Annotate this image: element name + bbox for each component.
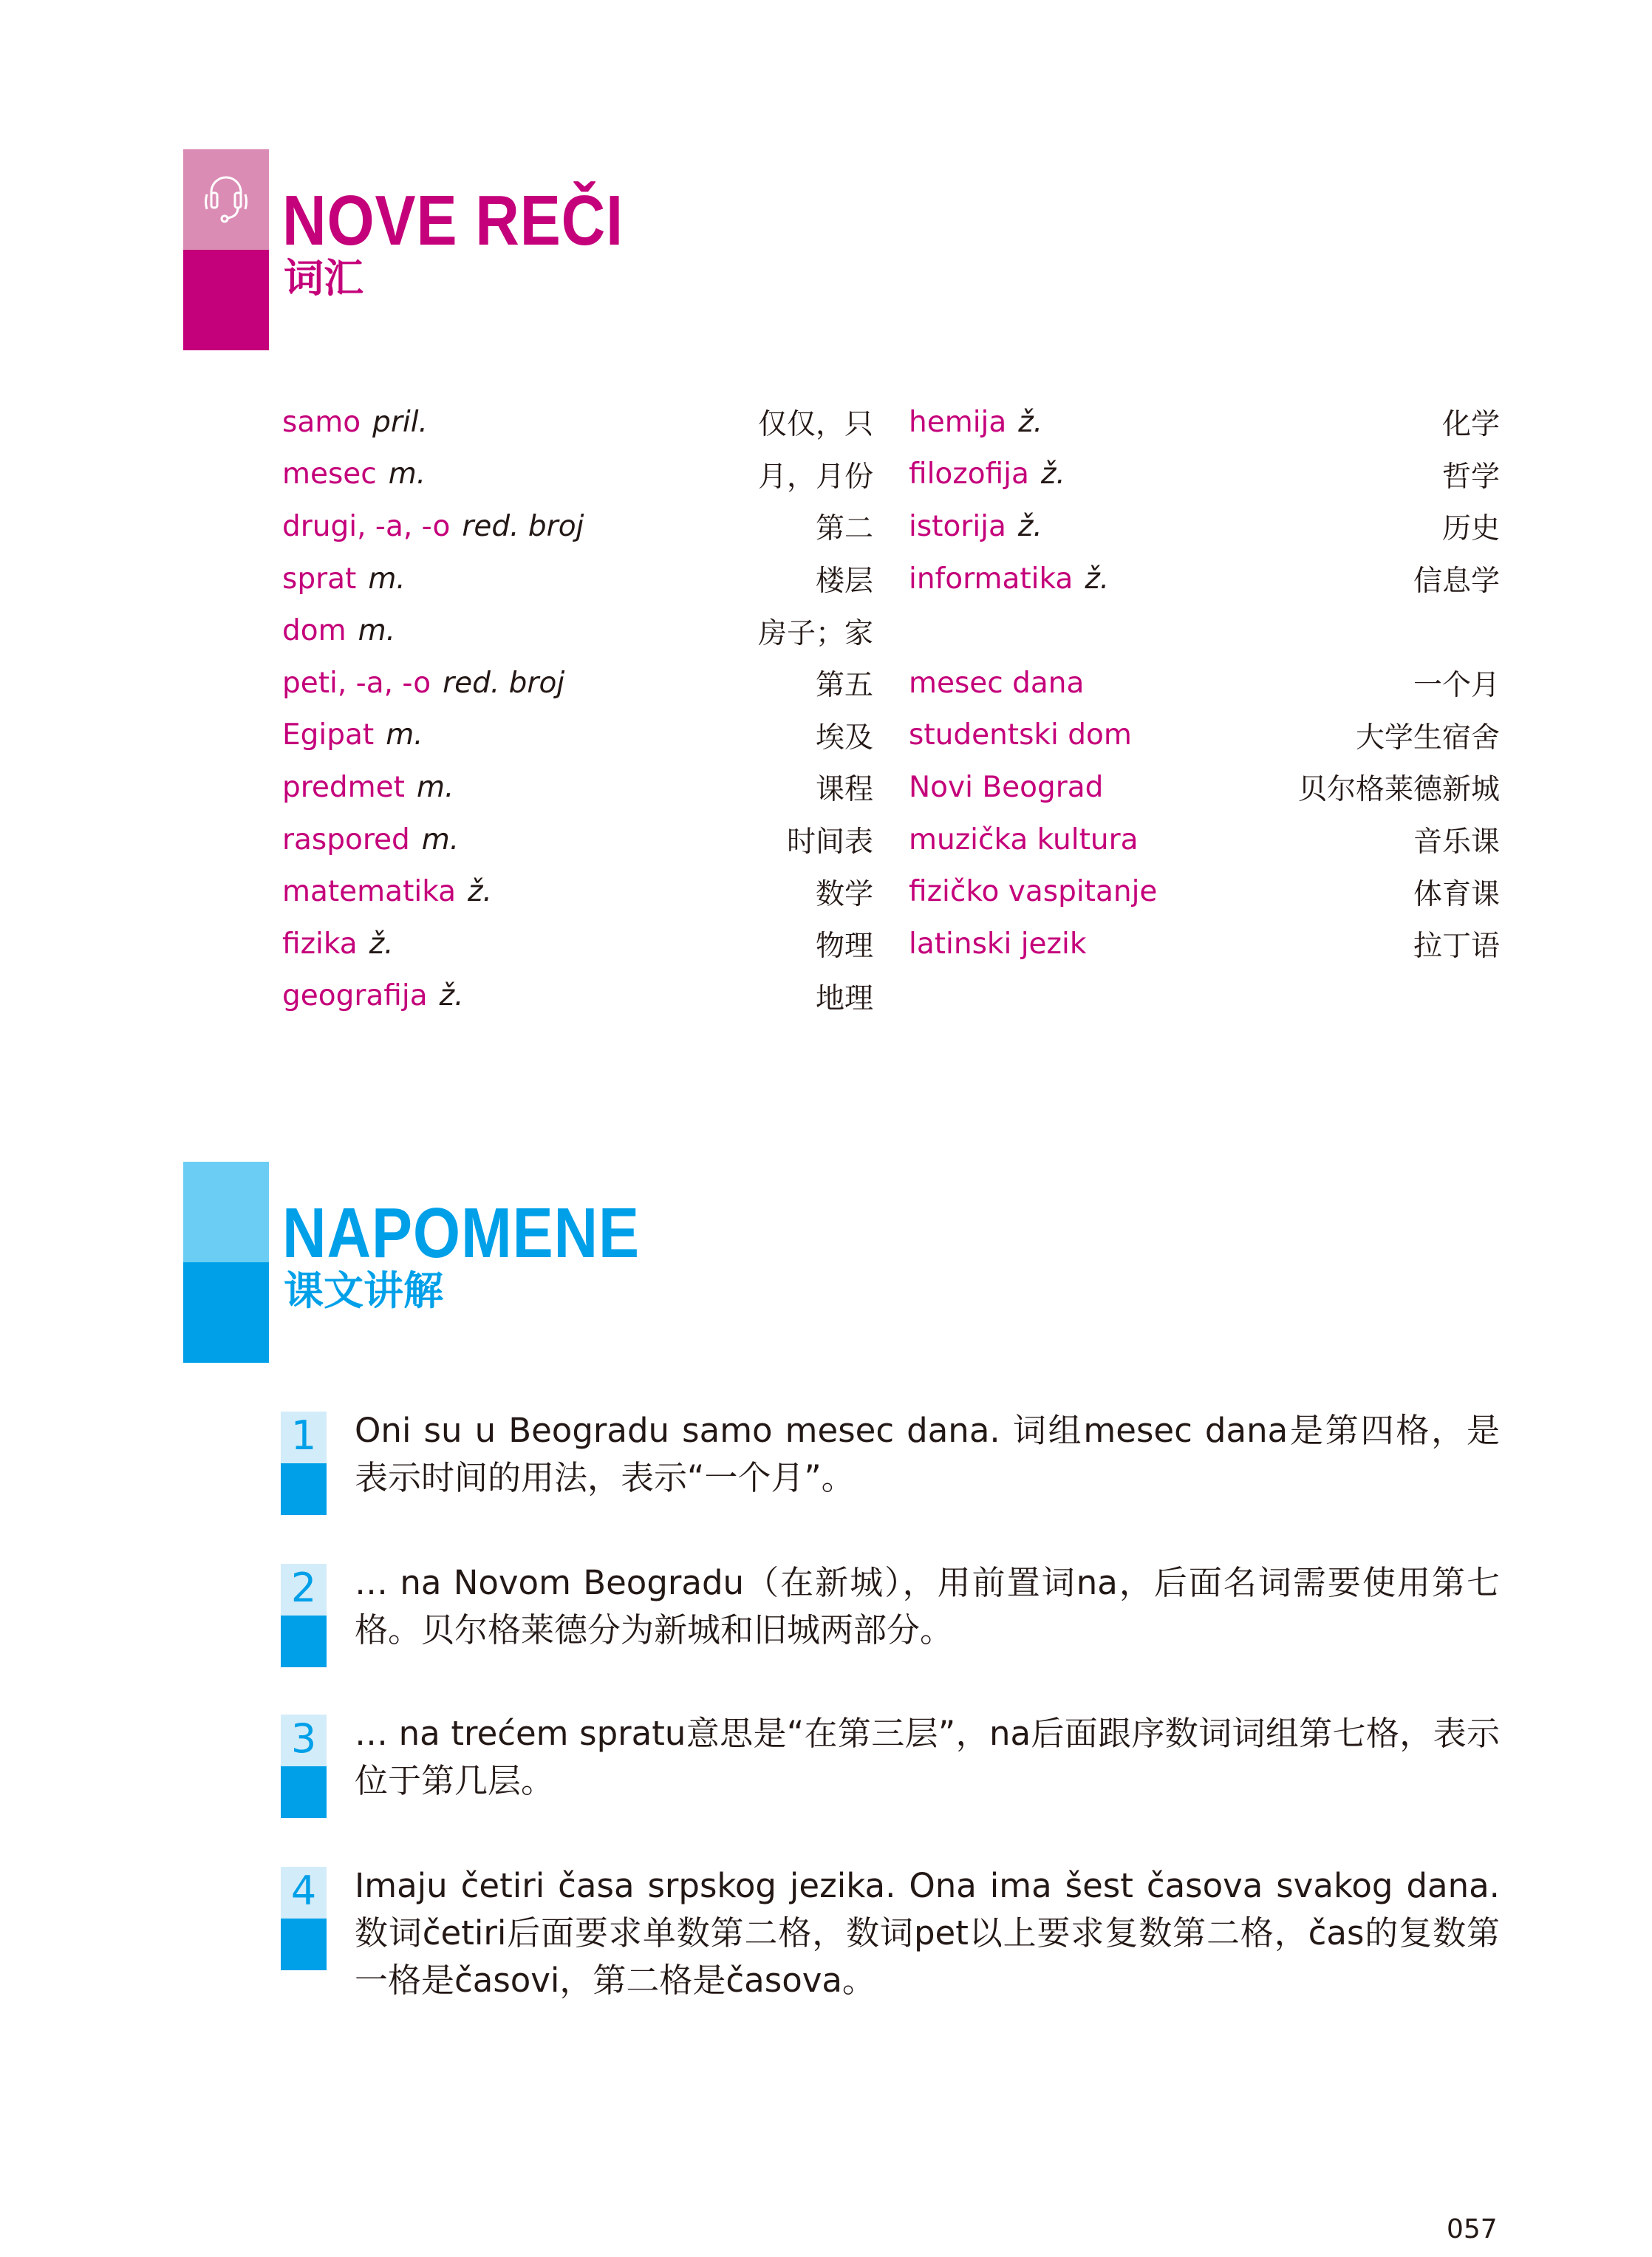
- note-text: Imaju četiri časa srpskog jezika. Ona ima šest časova svakog dana. 数词četiri后面要求单数第二格，数词pet以上要求复数第二格，čas的复数第一格是časovi，第二格是časova。: [355, 1866, 1500, 2000]
- vocab-word: mesec: [282, 457, 377, 491]
- vocab-word: raspored: [282, 823, 410, 857]
- vocab-grammar: m.: [386, 718, 423, 752]
- vocab-translation: 房子；家: [757, 616, 873, 650]
- vocab-word: Egipat: [282, 718, 375, 752]
- section-title-vocabulary: NOVE REČI: [282, 181, 624, 260]
- vocab-translation: 体育课: [1413, 877, 1500, 911]
- vocab-translation: 一个月: [1413, 669, 1500, 703]
- vocab-grammar: m.: [388, 457, 426, 491]
- vocab-translation: 仅仅，只: [757, 408, 873, 442]
- vocab-translation: 第二: [815, 512, 873, 546]
- vocab-word: istorija: [909, 509, 1006, 543]
- vocab-word: samo: [282, 405, 361, 439]
- vocab-word: mesec dana: [909, 666, 1085, 700]
- section-marker-notes: [183, 1162, 269, 1363]
- vocab-row: [282, 605, 873, 657]
- vocab-row: [282, 970, 873, 1023]
- vocab-translation: 音乐课: [1413, 825, 1500, 859]
- vocab-word: muzička kultura: [909, 823, 1139, 857]
- vocab-translation: 时间表: [786, 825, 873, 859]
- vocab-grammar: ž.: [369, 927, 394, 961]
- vocab-translation: 化学: [1441, 408, 1500, 442]
- vocab-list-left: [282, 396, 873, 1022]
- vocab-row: [909, 396, 1500, 449]
- vocab-grammar: ž.: [439, 979, 464, 1013]
- vocab-translation: 第五: [815, 669, 873, 703]
- vocab-row: [282, 657, 873, 709]
- vocab-translation: 月，月份: [757, 460, 873, 494]
- vocab-word: sprat: [282, 562, 357, 596]
- vocab-translation: 数学: [815, 877, 873, 911]
- vocab-word: geografija: [282, 979, 428, 1013]
- vocab-translation: 地理: [815, 981, 873, 1015]
- vocab-translation: 信息学: [1413, 565, 1500, 599]
- vocab-row: [909, 918, 1500, 970]
- vocab-word: predmet: [282, 770, 405, 804]
- vocab-grammar: m.: [416, 770, 454, 804]
- note-number: 2: [281, 1564, 327, 1616]
- vocab-row: [909, 657, 1500, 709]
- section-marker-vocabulary: [183, 149, 269, 350]
- vocab-word: latinski jezik: [909, 927, 1087, 961]
- vocab-row: [282, 709, 873, 762]
- vocab-row: [909, 814, 1500, 866]
- vocab-word: fizika: [282, 927, 358, 961]
- vocab-row: [282, 865, 873, 918]
- vocab-word: hemija: [909, 405, 1007, 439]
- vocab-row: [282, 553, 873, 605]
- note-item: [281, 1867, 1500, 2004]
- vocab-grammar: red. broj: [462, 509, 584, 543]
- vocab-translation: 楼层: [815, 565, 873, 599]
- section-subtitle-notes: 课文讲解: [284, 1267, 443, 1314]
- note-number: 4: [281, 1867, 327, 1919]
- vocab-row: [282, 500, 873, 553]
- section-subtitle-vocabulary: 词汇: [284, 255, 363, 302]
- vocab-word: drugi, -a, -o: [282, 509, 451, 543]
- vocab-word: peti, -a, -o: [282, 666, 431, 700]
- vocab-translation: 物理: [815, 930, 873, 964]
- vocab-grammar: ž.: [1040, 457, 1065, 491]
- vocab-row: [282, 814, 873, 866]
- vocab-grammar: m.: [368, 562, 406, 596]
- vocab-row: [909, 500, 1500, 553]
- vocab-word: fizičko vaspitanje: [909, 875, 1158, 909]
- vocab-word: studentski dom: [909, 718, 1132, 752]
- vocab-row: [282, 761, 873, 814]
- vocab-list-right: [909, 396, 1500, 970]
- vocab-grammar: ž.: [1017, 509, 1042, 543]
- section-title-notes: NAPOMENE: [282, 1194, 640, 1273]
- vocab-translation: 大学生宿舍: [1355, 721, 1500, 755]
- vocab-translation: 埃及: [815, 721, 873, 755]
- note-item: [281, 1564, 1500, 1654]
- vocab-row: [909, 709, 1500, 762]
- vocab-row: [282, 449, 873, 501]
- headset-icon: [183, 149, 269, 250]
- vocab-grammar: ž.: [468, 875, 492, 909]
- vocab-grammar: m.: [358, 614, 395, 648]
- vocab-translation: 拉丁语: [1413, 930, 1500, 964]
- note-item: [281, 1715, 1500, 1805]
- note-number: 1: [281, 1412, 327, 1463]
- vocab-translation: 历史: [1441, 512, 1500, 546]
- vocab-row: [909, 865, 1500, 918]
- vocab-row: [909, 553, 1500, 605]
- vocab-grammar: ž.: [1085, 562, 1110, 596]
- vocab-grammar: ž.: [1018, 405, 1043, 439]
- vocab-translation: 哲学: [1441, 460, 1500, 494]
- vocab-word: informatika: [909, 562, 1074, 596]
- vocab-grammar: m.: [421, 823, 460, 857]
- vocab-row: [909, 761, 1500, 814]
- vocab-translation: 课程: [815, 773, 873, 807]
- vocab-word: matematika: [282, 875, 456, 909]
- note-item: [281, 1412, 1500, 1502]
- note-number: 3: [281, 1715, 327, 1766]
- vocab-word: dom: [282, 614, 347, 648]
- vocab-grammar: red. broj: [443, 666, 565, 700]
- vocab-row: [282, 918, 873, 970]
- vocab-word: filozofija: [909, 457, 1029, 491]
- vocab-translation: 贝尔格莱德新城: [1297, 773, 1500, 807]
- vocab-grammar: pril.: [372, 405, 428, 439]
- note-text: … na trećem spratu意思是“在第三层”，na后面跟序数词词组第七格，表示位于第几层。: [355, 1714, 1500, 1800]
- page-number: 057: [1447, 2214, 1498, 2244]
- vocab-row: [282, 396, 873, 449]
- note-text: Oni su u Beogradu samo mesec dana. 词组mesec dana是第四格，是表示时间的用法，表示“一个月”。: [355, 1411, 1500, 1497]
- note-text: … na Novom Beogradu（在新城），用前置词na，后面名词需要使用第七格。贝尔格莱德分为新城和旧城两部分。: [355, 1563, 1500, 1650]
- vocab-word: Novi Beograd: [909, 770, 1104, 804]
- vocab-row: [909, 605, 1500, 657]
- vocab-row: [909, 449, 1500, 501]
